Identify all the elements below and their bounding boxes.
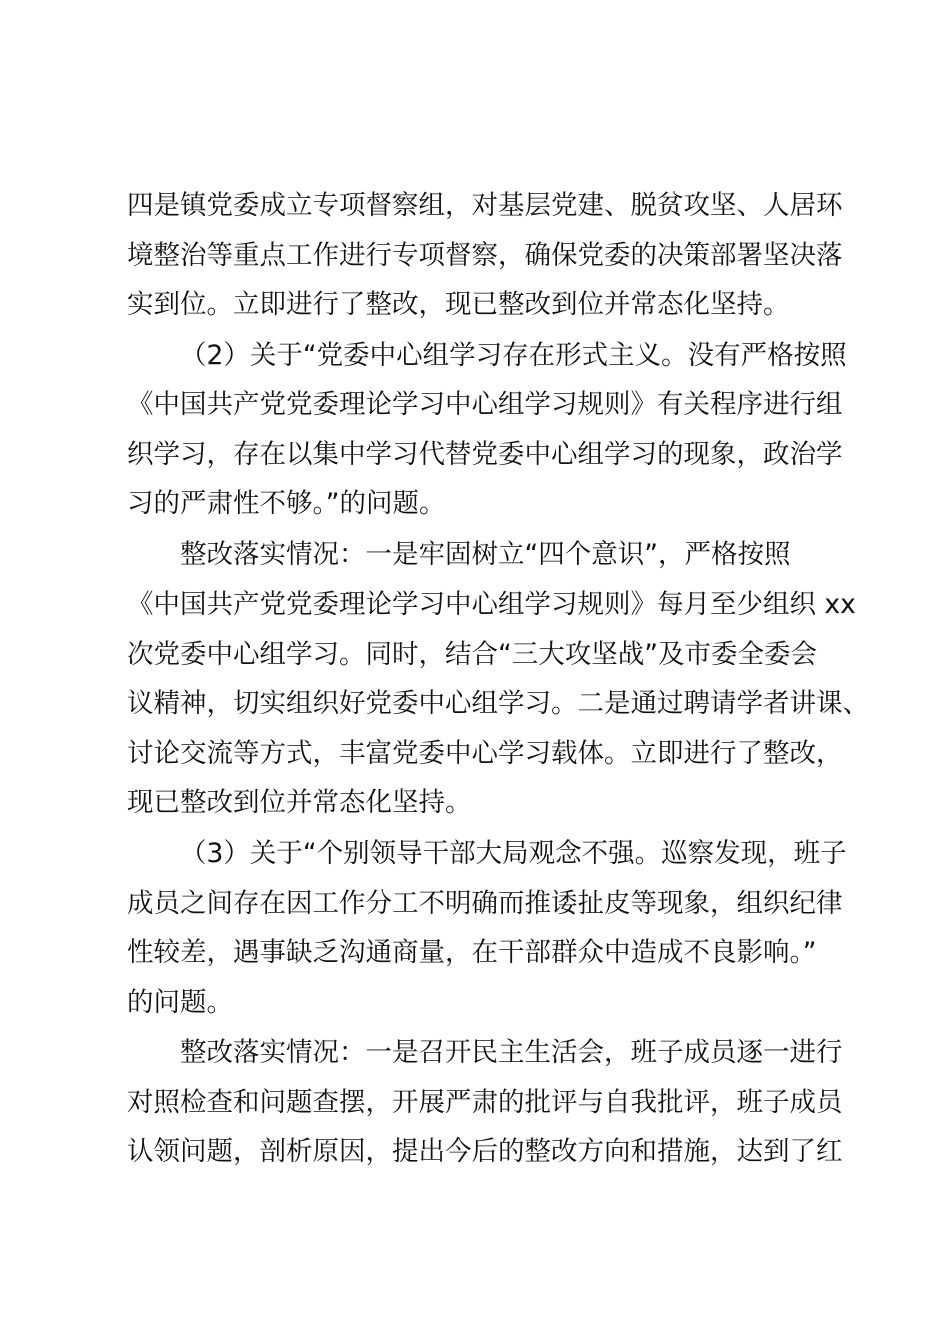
text-line: 现已整改到位并常态化坚持。 bbox=[127, 787, 472, 818]
text-line: 四是镇党委成立专项督察组，对基层党建、脱贫攻坚、人居环 bbox=[127, 190, 843, 221]
text-line: 对照检查和问题查摆，开展严肃的批评与自我批评，班子成员 bbox=[127, 1087, 843, 1118]
text-line: 习的严肃性不够。”的问题。 bbox=[127, 488, 446, 519]
text-line: 织学习，存在以集中学习代替党委中心组学习的现象，政治学 bbox=[127, 439, 843, 470]
text-line: 讨论交流等方式，丰富党委中心学习载体。立即进行了整改， bbox=[127, 738, 843, 769]
text-line: 境整治等重点工作进行专项督察，确保党委的决策部署坚决落 bbox=[127, 240, 843, 271]
text-line: 《中国共产党党委理论学习中心组学习规则》有关程序进行组 bbox=[127, 389, 843, 420]
text-line: 认领问题，剖析原因，提出今后的整改方向和措施，达到了红 bbox=[127, 1136, 843, 1167]
text-line: 的问题。 bbox=[127, 987, 233, 1018]
text-line: 实到位。立即进行了整改，现已整改到位并常态化坚持。 bbox=[127, 289, 790, 320]
paragraph-rectification-2: 整改落实情况：一是召开民主生活会，班子成员逐一进行 bbox=[180, 1037, 843, 1068]
paragraph-heading-2: （2）关于“党委中心组学习存在形式主义。没有严格按照 bbox=[180, 340, 847, 371]
text-line: 次党委中心组学习。同时，结合“三大攻坚战”及市委全委会 bbox=[127, 639, 817, 670]
text-line: 成员之间存在因工作分工不明确而推诿扯皮等现象，组织纪律 bbox=[127, 888, 843, 919]
paragraph-rectification-1: 整改落实情况：一是牢固树立“四个意识”，严格按照 bbox=[180, 539, 791, 570]
text-line: 性较差，遇事缺乏沟通商量，在干部群众中造成不良影响。” bbox=[127, 937, 817, 968]
text-line: 《中国共产党党委理论学习中心组学习规则》每月至少组织 xx bbox=[127, 589, 856, 620]
text-line: 议精神，切实组织好党委中心组学习。二是通过聘请学者讲课、 bbox=[127, 688, 869, 719]
paragraph-heading-3: （3）关于“个别领导干部大局观念不强。巡察发现，班子 bbox=[180, 838, 847, 869]
